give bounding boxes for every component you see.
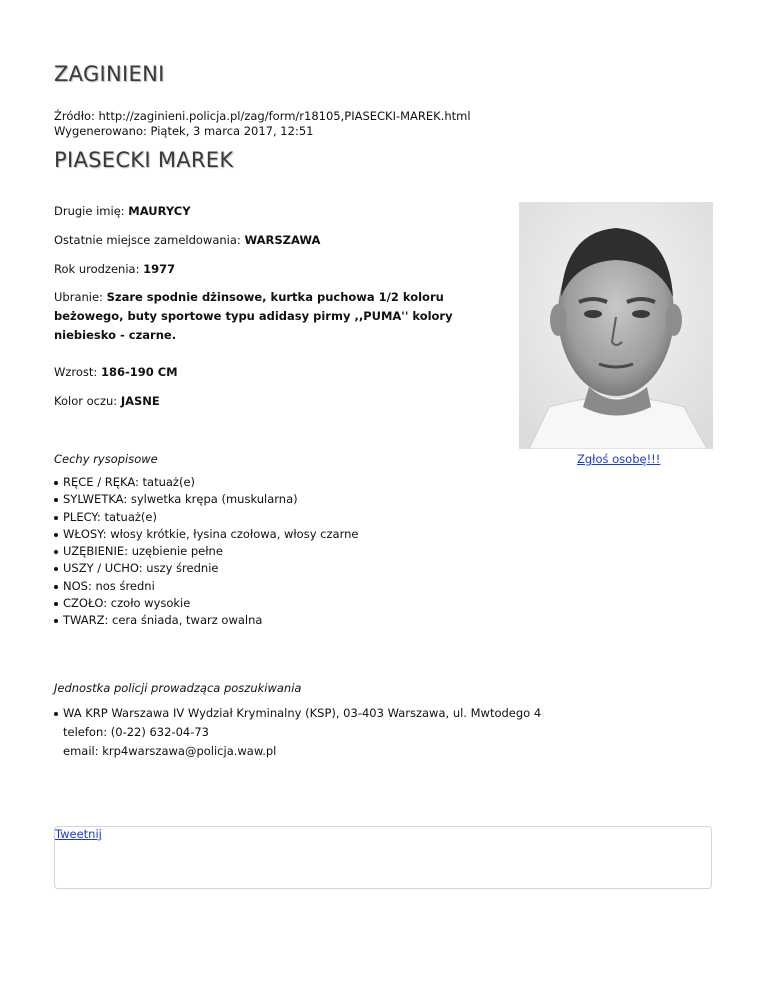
portrait-image (519, 202, 713, 449)
bullet-icon (54, 585, 58, 589)
person-name: PIASECKI MAREK (54, 148, 234, 172)
list-item: RĘCE / RĘKA: tatuaż(e) (54, 474, 358, 491)
field-last-residence (54, 233, 320, 247)
list-item: SYLWETKA: sylwetka krępa (muskularna) (54, 491, 358, 508)
features-title: Cechy rysopisowe (54, 452, 158, 466)
list-item: USZY / UCHO: uszy średnie (54, 560, 358, 577)
bullet-icon (54, 602, 58, 606)
field-clothes (54, 288, 514, 345)
field-value: MAURYCY (128, 204, 191, 218)
police-unit-email: email: krp4warszawa@policja.waw.pl (63, 744, 277, 758)
field-label: Ubranie: (54, 290, 103, 304)
list-item: NOS: nos średni (54, 578, 358, 595)
field-label: Ostatnie miejsce zameldowania: (54, 233, 241, 247)
field-value: Szare spodnie dżinsowe, kurtka puchowa 1/2 koloru beżowego, buty sportowe typu adidasy pirmy ,,PUMA'' kolory niebiesko - czarne. (54, 290, 453, 342)
field-value: 186-190 CM (100, 365, 178, 379)
list-item: CZOŁO: czoło wysokie (54, 595, 358, 612)
field-label: Drugie imię: (54, 204, 125, 218)
police-unit-name: WA KRP Warszawa IV Wydział Kryminalny (KSP), 03-403 Warszawa, ul. Mwtodego 4 (54, 704, 541, 723)
field-value: JASNE (120, 394, 160, 408)
field-label: Wzrost: (54, 365, 98, 379)
police-unit-details (54, 704, 541, 761)
bullet-icon (54, 498, 58, 502)
bullet-icon (54, 516, 58, 520)
person-photo (519, 202, 713, 449)
police-unit-title: Jednostka policji prowadząca poszukiwania (54, 681, 302, 695)
field-birth-year (54, 262, 175, 276)
list-item: WŁOSY: włosy krótkie, łysina czołowa, włosy czarne (54, 526, 358, 543)
source-line: Źródło: http://zaginieni.policja.pl/zag/form/r18105,PIASECKI-MAREK.html (54, 109, 471, 123)
generated-line: Wygenerowano: Piątek, 3 marca 2017, 12:51 (54, 124, 314, 138)
list-item: UZĘBIENIE: uzębienie pełne (54, 543, 358, 560)
police-unit-phone: telefon: (0-22) 632-04-73 (63, 725, 210, 739)
site-title: ZAGINIENI (54, 62, 165, 86)
bullet-icon (54, 619, 58, 623)
field-height (54, 365, 178, 379)
bullet-icon (54, 481, 58, 485)
field-value: WARSZAWA (244, 233, 321, 247)
tweet-button[interactable]: Tweetnij (55, 827, 102, 841)
bullet-icon (54, 567, 58, 571)
field-value: 1977 (143, 262, 176, 276)
field-middle-name (54, 204, 191, 218)
list-item: TWARZ: cera śniada, twarz owalna (54, 612, 358, 629)
features-list (54, 474, 358, 630)
bullet-icon (54, 533, 58, 537)
list-item: PLECY: tatuaż(e) (54, 509, 358, 526)
bullet-icon (54, 712, 58, 716)
bullet-icon (54, 550, 58, 554)
tweet-box (54, 826, 712, 889)
field-label: Kolor oczu: (54, 394, 118, 408)
field-label: Rok urodzenia: (54, 262, 140, 276)
report-person-link[interactable]: Zgłoś osobę!!! (577, 452, 661, 466)
field-eye-color (54, 394, 160, 408)
